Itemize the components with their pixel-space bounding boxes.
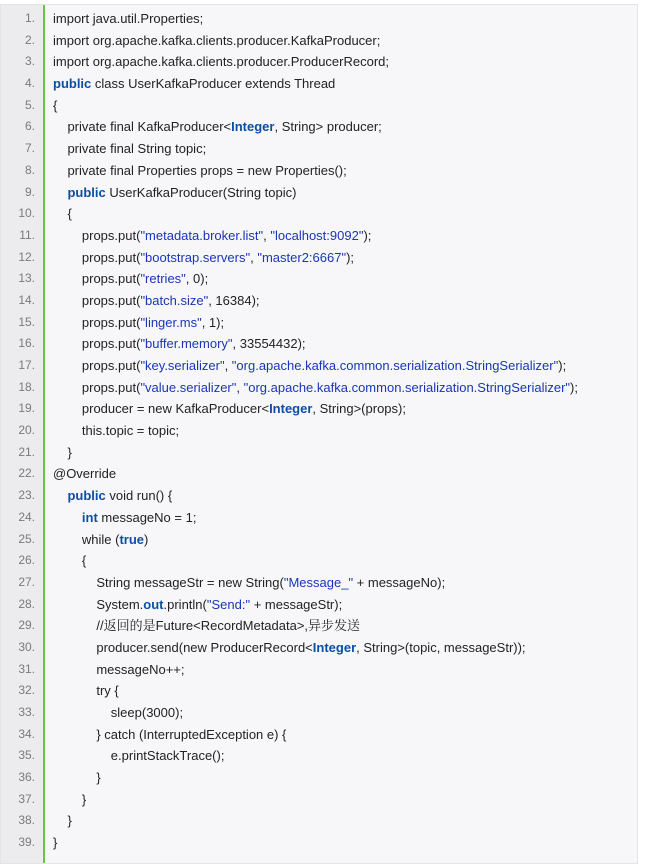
code-line (1, 355, 637, 377)
code-token: private final String topic; (53, 141, 207, 157)
code-line (1, 529, 637, 551)
code-text (53, 51, 389, 73)
code-token: producer = new KafkaProducer< (53, 401, 270, 417)
code-text (53, 702, 183, 724)
code-text (53, 95, 57, 117)
line-number: 4. (24, 76, 35, 91)
line-number: 14. (18, 292, 35, 307)
code-text (53, 659, 185, 681)
code-line (1, 247, 637, 269)
code-line (1, 51, 637, 73)
code-string: "metadata.broker.list" (140, 227, 264, 243)
code-text (53, 73, 335, 95)
line-number: 36. (18, 770, 35, 785)
code-token: props.put( (53, 358, 141, 373)
code-token: } (53, 835, 58, 851)
code-token: } catch (InterruptedException e) { (53, 726, 287, 742)
code-token: , String>(props); (312, 401, 406, 417)
line-number: 39. (18, 835, 35, 850)
code-line (1, 485, 637, 507)
line-number: 20. (18, 423, 35, 438)
code-token: String messageStr = new String( (53, 574, 284, 590)
code-token: , 1); (201, 314, 225, 330)
code-text (53, 8, 203, 30)
line-number: 37. (18, 791, 35, 806)
code-text (53, 160, 347, 182)
code-token: ); (558, 358, 567, 373)
code-token: , 33554432); (232, 336, 306, 352)
line-number: 32. (18, 683, 35, 698)
code-keyword: true (119, 531, 145, 547)
line-number: 8. (24, 162, 35, 177)
code-token: props.put( (53, 314, 141, 330)
code-token: } (53, 813, 72, 829)
code-string: "bootstrap.servers" (140, 249, 251, 265)
code-keyword: public (53, 76, 92, 92)
code-text (53, 203, 72, 225)
code-text (53, 637, 526, 659)
code-string: "value.serializer" (140, 379, 237, 395)
code-token: , String>(topic, messageStr)); (356, 639, 526, 655)
code-token: } (53, 444, 72, 460)
code-text (53, 572, 445, 594)
line-number: 18. (18, 379, 35, 394)
code-token: ); (570, 379, 578, 395)
line-number: 11. (19, 227, 35, 242)
code-text (53, 745, 224, 767)
code-line (1, 745, 637, 767)
code-line (1, 832, 637, 854)
code-text (53, 485, 172, 507)
line-number: 25. (18, 531, 35, 546)
code-text (53, 507, 196, 529)
code-text (53, 767, 101, 789)
code-line (1, 659, 637, 681)
line-number: 38. (18, 813, 35, 828)
code-text (53, 377, 578, 399)
code-line (1, 290, 637, 312)
code-line (1, 138, 637, 160)
code-line (1, 637, 637, 659)
code-text (53, 550, 86, 572)
code-line (1, 225, 637, 247)
code-token: + messageNo); (353, 574, 446, 590)
code-block (0, 4, 638, 864)
code-text (53, 268, 208, 290)
code-text (53, 225, 371, 247)
code-keyword: public (67, 184, 106, 200)
code-text (53, 810, 72, 832)
code-token: System. (53, 596, 144, 612)
code-string: "buffer.memory" (140, 336, 233, 352)
line-number: 19. (18, 401, 35, 416)
code-token: props.put( (53, 271, 141, 287)
code-token: props.put( (53, 379, 141, 395)
line-number: 1. (24, 11, 35, 25)
code-line (1, 442, 637, 464)
code-token: { (53, 206, 72, 222)
code-token: try { (53, 683, 119, 699)
code-token: messageNo = 1; (97, 509, 197, 525)
code-text (53, 442, 72, 464)
code-line (1, 615, 637, 637)
code-line (1, 333, 637, 355)
line-number: 12. (18, 249, 35, 264)
code-keyword: int (81, 509, 98, 525)
line-number: 33. (18, 705, 35, 719)
code-token: { (53, 97, 58, 113)
code-text (53, 116, 382, 138)
line-number: 6. (24, 119, 35, 134)
code-line (1, 724, 637, 746)
line-number: 9. (24, 184, 35, 199)
code-token: private final Properties props = new Properties(); (53, 162, 347, 178)
code-line (1, 116, 637, 138)
code-text (53, 594, 342, 616)
line-number: 3. (24, 54, 35, 69)
code-text (53, 789, 86, 811)
code-token (53, 510, 82, 525)
code-line (1, 507, 637, 529)
code-token: , 16384); (208, 292, 260, 308)
code-line (1, 680, 637, 702)
line-number: 10. (18, 206, 35, 221)
code-line (1, 8, 637, 30)
code-token: producer.send(new ProducerRecord< (53, 639, 313, 655)
code-text (53, 529, 148, 551)
code-token: import org.apache.kafka.clients.producer.ProducerRecord; (53, 54, 390, 70)
code-token: sleep(3000); (53, 705, 184, 720)
code-line (1, 810, 637, 832)
line-number: 26. (18, 553, 35, 568)
code-line (1, 182, 637, 204)
code-lines (1, 8, 637, 854)
code-line (1, 550, 637, 572)
code-text (53, 724, 286, 746)
code-token: , (250, 249, 258, 265)
code-line (1, 420, 637, 442)
code-text (53, 615, 360, 637)
line-number: 15. (18, 314, 35, 329)
code-field: out (143, 596, 164, 612)
code-token: , 0); (185, 271, 209, 287)
code-token: private final KafkaProducer< (53, 119, 232, 135)
line-number: 22. (18, 466, 35, 481)
code-token: UserKafkaProducer(String topic) (105, 184, 297, 200)
line-number: 5. (24, 97, 35, 112)
code-token: , (224, 358, 232, 373)
code-text (53, 138, 206, 160)
line-number: 31. (18, 661, 35, 676)
code-token: void run() { (105, 488, 173, 504)
code-keyword: Integer (269, 401, 313, 417)
code-token: e.printStackTrace(); (53, 748, 225, 764)
code-token: , (236, 379, 244, 395)
code-token: { (53, 553, 87, 569)
code-string: "org.apache.kafka.common.serialization.StringSerializer" (243, 379, 571, 395)
code-token: props.put( (53, 249, 141, 265)
code-line (1, 312, 637, 334)
line-number: 29. (18, 618, 35, 633)
code-text (53, 355, 566, 377)
code-text (53, 420, 179, 442)
code-text (53, 290, 260, 312)
code-line (1, 702, 637, 724)
code-token (53, 488, 67, 503)
code-token: this.topic = topic; (53, 423, 180, 439)
code-token: ); (346, 249, 355, 265)
code-string: "Send:" (206, 596, 251, 612)
code-line (1, 398, 637, 420)
line-number: 16. (18, 336, 35, 351)
code-token: .println( (163, 596, 207, 612)
code-string: "retries" (140, 271, 186, 287)
code-token: class UserKafkaProducer extends Thread (91, 76, 336, 92)
code-string: "localhost:9092" (270, 227, 364, 243)
code-line (1, 160, 637, 182)
code-token: @Override (53, 466, 117, 482)
code-token: while ( (53, 531, 120, 547)
code-string: "linger.ms" (140, 314, 202, 330)
line-number: 34. (18, 726, 35, 741)
code-line (1, 789, 637, 811)
code-line (1, 767, 637, 789)
line-number: 27. (18, 574, 35, 589)
code-token (53, 185, 67, 200)
code-line (1, 73, 637, 95)
code-token: import java.util.Properties; (53, 11, 204, 26)
line-number: 13. (18, 271, 35, 286)
code-keyword: Integer (231, 119, 275, 135)
code-token: props.put( (53, 336, 141, 352)
code-line (1, 95, 637, 117)
code-line (1, 463, 637, 485)
code-line (1, 572, 637, 594)
code-line (1, 203, 637, 225)
line-number: 28. (18, 596, 35, 611)
code-string: "master2:6667" (257, 249, 347, 265)
line-number: 30. (18, 639, 35, 654)
code-token: ) (144, 531, 149, 547)
line-number: 35. (18, 748, 35, 763)
code-text (53, 463, 116, 485)
line-number: 7. (24, 141, 35, 156)
code-text (53, 247, 354, 269)
code-text (53, 398, 406, 420)
line-number: 2. (24, 32, 35, 47)
code-keyword: Integer (312, 639, 357, 655)
code-token: messageNo++; (53, 661, 185, 677)
code-token: props.put( (53, 227, 141, 243)
code-string: "batch.size" (140, 292, 209, 308)
code-token: , (263, 227, 271, 243)
code-token: ); (363, 227, 372, 243)
code-string: "org.apache.kafka.common.serialization.StringSerializer" (231, 358, 559, 373)
code-text (53, 30, 380, 52)
line-number: 17. (18, 358, 35, 372)
code-token: } (53, 770, 101, 786)
code-line (1, 594, 637, 616)
line-number: 23. (18, 488, 35, 503)
code-string: "Message_" (283, 574, 354, 590)
code-text (53, 680, 119, 702)
code-token: //返回的是Future<RecordMetadata>,异步发送 (53, 618, 361, 634)
code-text (53, 312, 224, 334)
code-token: + messageStr); (250, 596, 343, 612)
code-token: } (53, 791, 87, 807)
line-number: 21. (18, 444, 35, 459)
code-text (53, 832, 57, 854)
code-token: props.put( (53, 292, 141, 308)
code-text (53, 182, 296, 204)
code-token: , String> producer; (274, 119, 382, 135)
code-string: "key.serializer" (140, 358, 225, 373)
code-token: import org.apache.kafka.clients.producer.KafkaProducer; (53, 32, 381, 48)
code-text (53, 333, 306, 355)
code-line (1, 268, 637, 290)
code-keyword: public (67, 488, 106, 504)
line-number: 24. (18, 509, 35, 524)
code-line (1, 30, 637, 52)
code-line (1, 377, 637, 399)
